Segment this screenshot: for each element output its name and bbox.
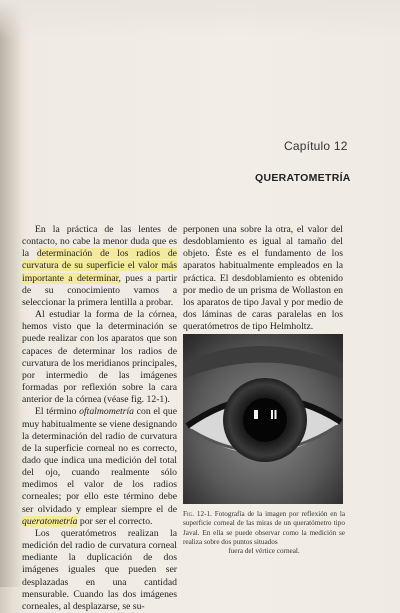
pupil [243,398,287,442]
mire-reflection-right [275,410,277,419]
paragraph: Los queratómetros realizan la medición del radio de curvatura corneal mediante la duplicación de dos imágenes iguales que pueden ser desplazadas en una cantidad mensurable. Cuando las dos imágenes corneales, al desplazarse, se su- [22,527,177,612]
left-text-column [22,224,177,613]
right-text-column [183,224,343,333]
caption-text: Fotografía de la imagen por reflexión en la superficie corneal de las miras de un queratómetro tipo Javal. En ella se puede observar como la medición se realiza sobre dos puntos situados [183,510,346,546]
italic-term: oftalmometría [79,406,134,418]
text-run: con el que muy habitualmente se viene designando la determinación del radio de curvatura de la superficie corneal no es correcto, dado que indica una medición del total del ojo, cuando realmente sólo medimos el valor de los radios corneales; por ello este término debe ser olvidado y emplear siempre el de [22,406,177,515]
paragraph [22,224,177,309]
figure-caption [183,510,345,556]
paragraph: Al estudiar la forma de la córnea, hemos visto que la determinación se puede realizar con los aparatos que son capaces de determinar los radios de curvatura de los meridianos principales, por intermedio de las imágenes formadas por reflexión sobre la cara anterior de la córnea (véase fig. 12-1). [22,309,177,406]
eye-photograph [183,334,343,504]
page-top-edge [0,0,400,40]
text-run: El término [35,406,80,418]
text-run: , pues a partir de su conocimiento vamos a seleccionar la primera lentilla a probar. [22,272,177,308]
chapter-label: Capítulo 12 [284,139,348,153]
chapter-title: QUERATOMETRÍA [255,172,351,184]
paragraph [22,406,177,528]
highlighted-text: determinación de los radios de curvatura de su superficie el valor más importante a determinar [22,248,177,284]
mire-reflection-right [271,410,273,419]
text-run: En la práctica de las lentes de contacto, no cabe la menor duda que es la [22,224,177,260]
book-binding [0,0,22,587]
figure-label: Fig. 12-1. [183,510,212,518]
mire-reflection-left [254,410,258,419]
highlighted-italic-term: queratometría [22,515,78,527]
text-run: por ser el correcto. [77,515,153,527]
paragraph: perponen una sobre la otra, el valor del desdoblamiento es igual al tamaño del objeto. Éste es el fundamento de los aparatos habitualmente empleados en la práctica. El desdoblamiento es obtenido por medio de un prisma de Wollaston en los aparatos de tipo Javal y por medio de dos láminas de caras paralelas en los queratómetros de tipo Helmholtz. [183,224,343,333]
caption-text-last-line: fuera del vértice corneal. [228,547,300,556]
eye-illustration [183,334,343,504]
